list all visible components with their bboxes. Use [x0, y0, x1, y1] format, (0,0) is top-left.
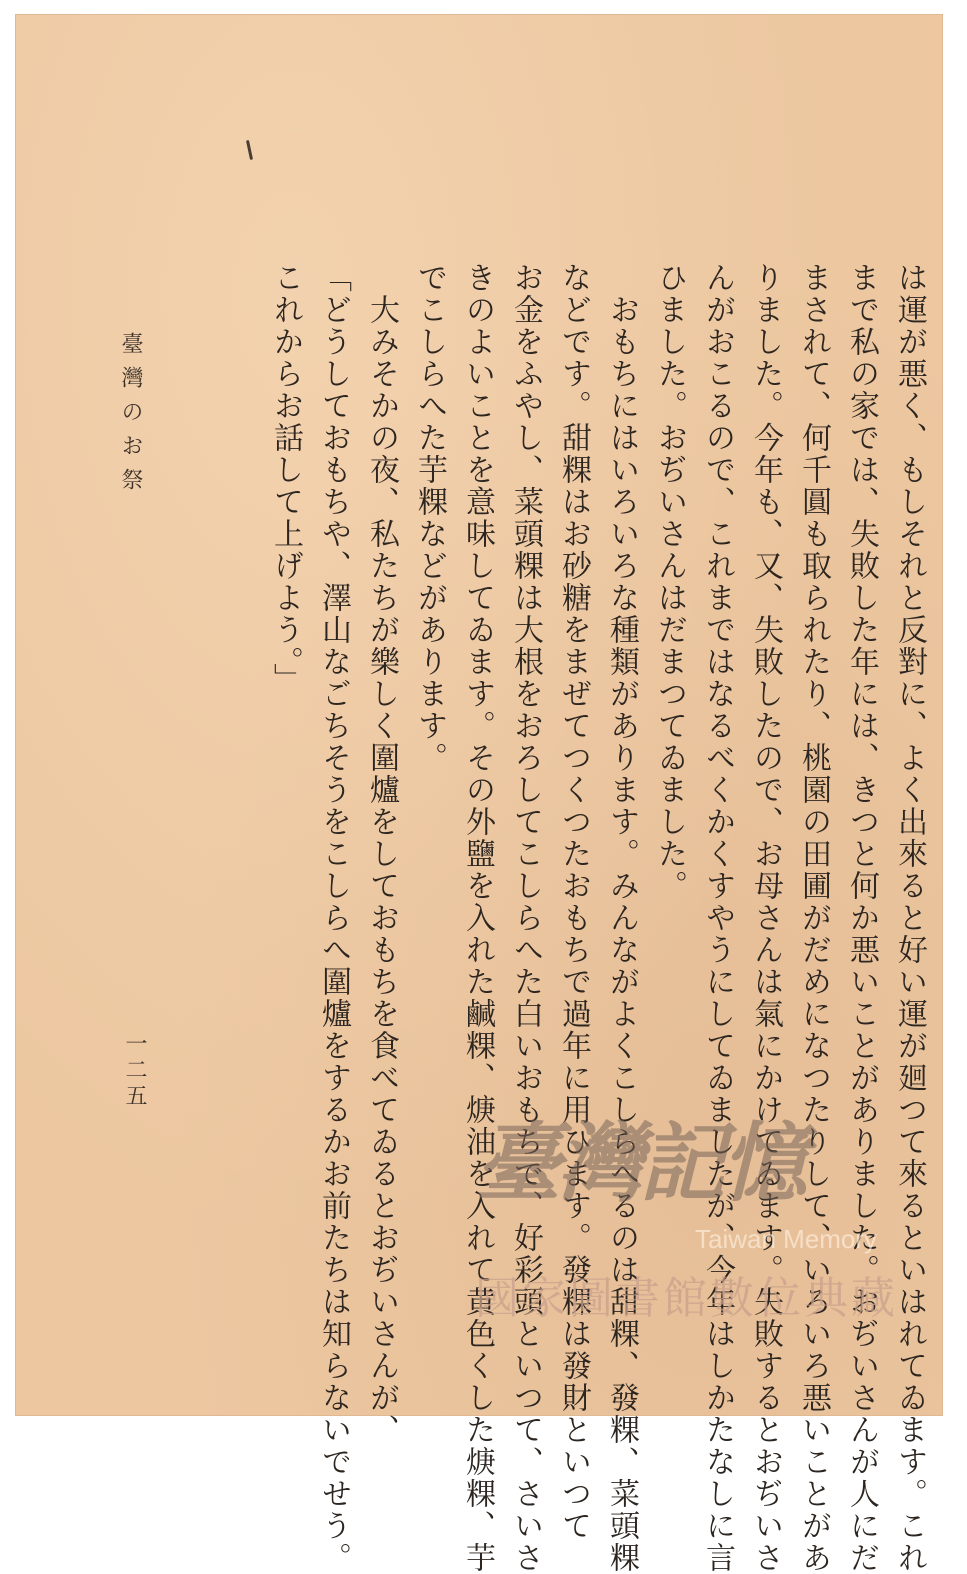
watermark-subtitle: 國家圖書館數位典藏: [475, 1273, 898, 1324]
text-line-6: ひました。おぢいさんはだまつてゐました。: [652, 262, 687, 902]
text-line-1: は運が悪く、もしそれと反對に、よく出來ると好い運が廻つて來るといはれてゐます。これ: [892, 262, 927, 1574]
text-line-7: おもちにはいろいろな種類があります。みんながよくこしらへるのは甜粿、發粿、菜頭粿: [604, 262, 639, 1574]
page-number: 一二五: [122, 1032, 147, 1110]
text-line-5: んがおこるので、これまではなるべくかくすやうにしてゐましたが、今年はしかたなしに言: [700, 262, 735, 1574]
text-line-14: これからお話して上げよう。」: [268, 262, 303, 695]
text-line-9: お金をふやし、菜頭粿は大根をおろしてこしらへた白いおもちで、好彩頭といつて、さいさ: [508, 262, 543, 1574]
text-line-11: でこしらへた芋粿などがあります。: [412, 262, 447, 774]
text-line-10: きのよいことを意味してゐます。その外鹽を入れた鹹粿、焿油を入れて黄色くした焿粿、芋: [460, 262, 495, 1574]
text-line-3: まされて、何千圓も取られたり、桃園の田圃がだめになつたりして、いろいろ悪いことがあ: [796, 262, 831, 1574]
text-line-13: 「どうしておもちや、澤山なごちそうをこしらへ圍爐をするかお前たちは知らないでせう。: [316, 262, 351, 1574]
book-page: [15, 14, 943, 1574]
watermark-title: 臺灣記憶: [475, 1114, 803, 1214]
text-line-12: 大みそかの夜、私たちが樂しく圍爐をしておもちを食べてゐるとおぢいさんが、: [364, 262, 399, 1446]
watermark-english: Taiwan Memory: [695, 1224, 878, 1254]
text-line-4: りました。今年も、又、失敗したので、お母さんは氣にかけてゐます。失敗するとおぢいさ: [748, 262, 783, 1574]
ink-mark: [246, 140, 253, 160]
text-line-8: などです。甜粿はお砂糖をまぜてつくつたおもちで過年に用ひます。發粿は發財といつて: [556, 262, 591, 1542]
running-header: 臺灣のお祭: [118, 332, 143, 502]
text-line-2: まで私の家では、失敗した年には、きつと何か悪いことがありました。おぢいさんが人にだ: [844, 262, 879, 1574]
